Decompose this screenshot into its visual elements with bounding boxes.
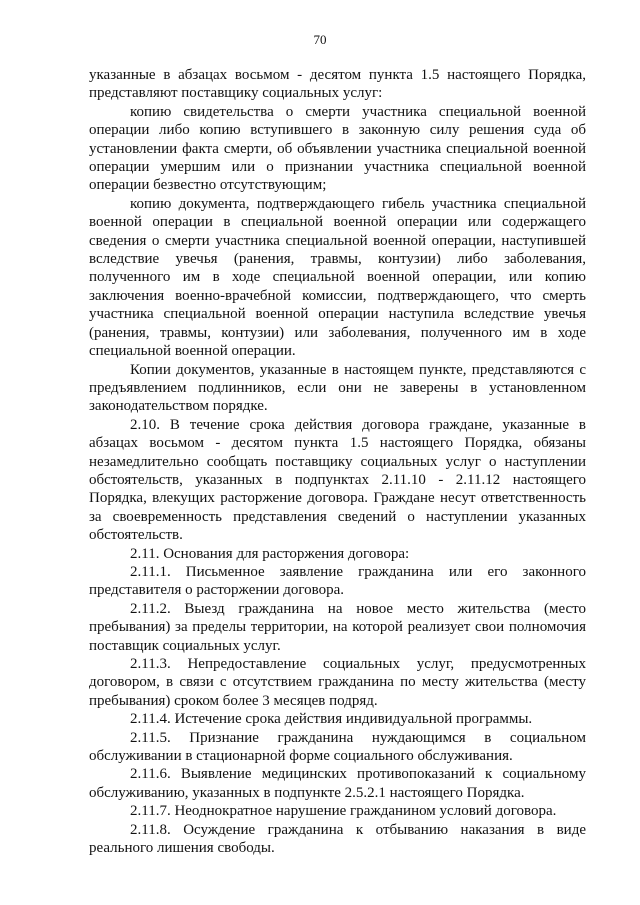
paragraph: 2.11.1. Письменное заявление гражданина или его законного представителя о расторжении договора. <box>89 563 586 599</box>
paragraph: 2.11.2. Выезд гражданина на новое место жительства (место пребывания) за пределы территории, на которой реализует свои полномочия поставщик социальных услуг. <box>89 600 586 654</box>
paragraph: 2.10. В течение срока действия договора граждане, указанные в абзацах восьмом - десятом пункта 1.5 настоящего Порядка, обязаны незамедлительно сообщать поставщику социальных услуг о наступлении обстоятельств, указанных в подпунктах 2.11.10 - 2.11.12 настоящего Порядка, влекущих расторжение договора. Граждане несут ответственность за своевременность представления сведений о наступлении указанных обстоятельств. <box>89 416 586 544</box>
paragraph: 2.11. Основания для расторжения договора: <box>130 545 410 562</box>
paragraph: 2.11.3. Непредоставление социальных услуг, предусмотренных договором, в связи с отсутствием гражданина по месту жительства (месту пребывания) сроком более 3 месяцев подряд. <box>89 656 586 709</box>
document-body <box>89 66 586 857</box>
paragraph: 2.11.5. Признание гражданина нуждающимся в социальном обслуживании в стационарной форме социального обслуживания. <box>89 729 586 765</box>
page-number: 70 <box>313 32 327 47</box>
paragraph: Копии документов, указанные в настоящем пункте, представляются с предъявлением подлинников, если они не заверены в установленном законодательством порядке. <box>89 361 586 415</box>
paragraph: 2.11.6. Выявление медицинских противопоказаний к социальному обслуживанию, указанных в подпункте 2.5.2.1 настоящего Порядка. <box>89 766 586 801</box>
paragraph: копию документа, подтверждающего гибель участника специальной военной операции в специальной военной операции или содержащего сведения о смерти участника специальной военной операции, наступившей вследствие увечья (ранения, травмы, контузии) либо заболевания, полученного им в ходе специальной военной операции, или копию заключения военно-врачебной комиссии, подтверждающего, что смерть участника специальной военной операции наступила вследствие увечья (ранения, травмы, контузии) или заболевания, полученного им в ходе специальной военной операции. <box>89 195 586 360</box>
paragraph: 2.11.4. Истечение срока действия индивидуальной программы. <box>130 711 533 728</box>
paragraph: 2.11.8. Осуждение гражданина к отбыванию наказания в виде реального лишения свободы. <box>89 821 586 857</box>
paragraph: копию свидетельства о смерти участника специальной военной операции либо копию вступившего в законную силу решения суда об установлении факта смерти, об объявлении участника специальной военной операции умершим или о признании участника специальной военной операции безвестно отсутствующим; <box>89 103 586 194</box>
paragraph: указанные в абзацах восьмом - десятом пункта 1.5 настоящего Порядка, представляют поставщику социальных услуг: <box>89 67 586 102</box>
paragraph: 2.11.7. Неоднократное нарушение гражданином условий договора. <box>130 803 557 820</box>
